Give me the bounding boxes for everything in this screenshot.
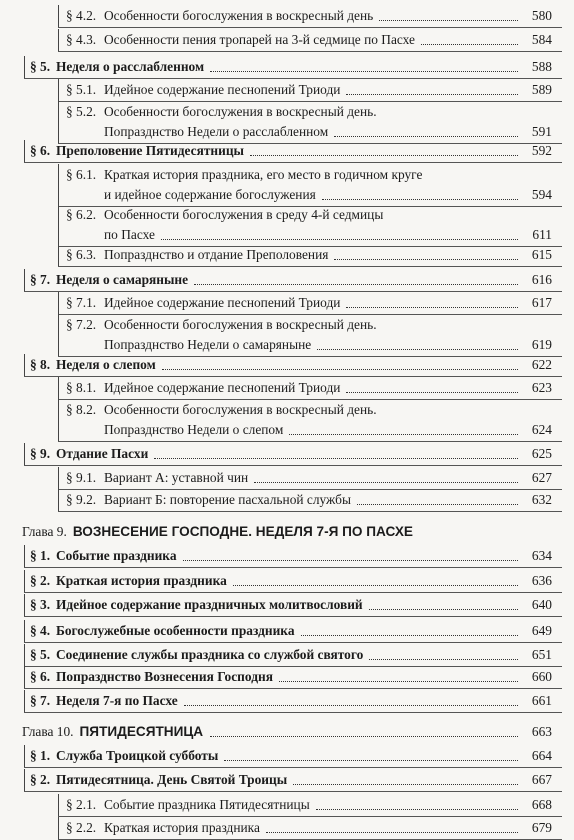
- toc-entry-page: 611: [532, 227, 552, 242]
- toc-entry-title: Особенности богослужения в воскресный день.: [104, 317, 377, 332]
- toc-entry-title: Служба Троицкой субботы: [56, 748, 219, 763]
- toc-entry-number: § 4.2.: [66, 8, 97, 23]
- leader-dots: [334, 135, 518, 137]
- toc-entry-page: 632: [531, 492, 552, 507]
- toc-entry-number: § 6.1.: [66, 167, 97, 182]
- toc-entry-number: § 6.: [30, 143, 51, 158]
- toc-entry-page: 636: [531, 573, 552, 588]
- entry-frame-bottom: [24, 78, 562, 79]
- toc-entry-page: 651: [531, 647, 552, 662]
- entry-frame-left: [58, 377, 59, 399]
- toc-entry-title: Идейное содержание песнопений Триоди: [104, 295, 341, 310]
- toc-entry-page: 679: [531, 820, 552, 835]
- toc-entry-page: 594: [531, 187, 552, 202]
- toc-entry-title: Неделя о слепом: [56, 357, 156, 372]
- toc-entry-title: Событие праздника Пятидесятницы: [104, 797, 310, 812]
- leader-dots: [250, 154, 518, 156]
- leader-dots: [334, 258, 518, 260]
- toc-entry-number: § 6.3.: [66, 247, 97, 262]
- leader-dots: [224, 759, 518, 761]
- entry-frame-left: [58, 244, 59, 266]
- entry-frame-bottom: [58, 266, 562, 267]
- entry-frame-left: [24, 644, 25, 666]
- entry-frame-bottom: [24, 791, 562, 792]
- toc-entry-page: 640: [531, 597, 552, 612]
- entry-frame-left: [24, 745, 25, 767]
- toc-entry-title: Неделя о расслабленном: [56, 59, 205, 74]
- toc-entry-page: 663: [531, 724, 552, 739]
- toc-entry-page: 616: [531, 272, 552, 287]
- entry-frame-left: [58, 79, 59, 101]
- entry-frame-bottom: [58, 441, 562, 442]
- entry-frame-left: [58, 292, 59, 314]
- entry-frame-left: [58, 29, 59, 51]
- toc-entry-number: § 7.: [30, 272, 51, 287]
- toc-entry-title: Особенности богослужения в среду 4-й седмицы: [104, 207, 384, 222]
- toc-entry-title: Краткая история праздника: [56, 573, 227, 588]
- toc-entry-title: и идейное содержание богослужения: [104, 187, 316, 202]
- leader-dots: [316, 808, 518, 810]
- leader-dots: [301, 634, 518, 636]
- toc-entry-number: § 2.1.: [66, 797, 97, 812]
- leader-dots: [154, 457, 518, 459]
- leader-dots: [379, 19, 518, 21]
- entry-frame-bottom: [58, 27, 562, 28]
- toc-entry-title: Отдание Пасхи: [56, 446, 149, 461]
- toc-entry-title: Краткая история праздника, его место в годичном круге: [104, 167, 423, 182]
- toc-entry-page: 592: [531, 143, 552, 158]
- toc-entry-page: 664: [531, 748, 552, 763]
- leader-dots: [346, 306, 518, 308]
- toc-entry-number: Глава 10.: [22, 724, 74, 739]
- leader-dots: [369, 608, 518, 610]
- entry-frame-left: [24, 545, 25, 567]
- toc-entry-page: 615: [531, 247, 552, 262]
- entry-frame-bottom: [24, 642, 562, 643]
- toc-entry-number: § 9.: [30, 446, 51, 461]
- toc-entry-page: 580: [531, 8, 552, 23]
- toc-entry-title: Идейное содержание песнопений Триоди: [104, 380, 341, 395]
- toc-entry-title: Неделя о самаряныне: [56, 272, 189, 287]
- entry-frame-bottom: [58, 816, 562, 817]
- toc-entry-page: 584: [531, 32, 552, 47]
- entry-frame-left: [58, 204, 59, 246]
- leader-dots: [161, 238, 518, 240]
- toc-entry-page: 625: [531, 446, 552, 461]
- entry-frame-left: [24, 443, 25, 465]
- toc-entry-number: Глава 9.: [22, 524, 67, 539]
- leader-dots: [194, 283, 518, 285]
- toc-entry-number: § 1.: [30, 748, 51, 763]
- toc-entry-title: Особенности богослужения в воскресный день.: [104, 402, 377, 417]
- toc-entry-number: § 9.2.: [66, 492, 97, 507]
- toc-entry-title: Вариант А: уставной чин: [104, 470, 249, 485]
- toc-entry-page: 667: [531, 772, 552, 787]
- toc-entry-number: § 7.1.: [66, 295, 97, 310]
- entry-frame-left: [58, 489, 59, 511]
- toc-entry-number: § 8.: [30, 357, 51, 372]
- toc-entry-page: 588: [531, 59, 552, 74]
- entry-frame-left: [24, 690, 25, 712]
- toc-entry-title: ПЯТИДЕСЯТНИЦА: [79, 724, 204, 739]
- toc-entry-title: ВОЗНЕСЕНИЕ ГОСПОДНЕ. НЕДЕЛЯ 7-Я ПО ПАСХЕ: [72, 524, 413, 539]
- toc-entry-title: Вариант Б: повторение пасхальной службы: [104, 492, 351, 507]
- toc-entry-page: 622: [531, 357, 552, 372]
- leader-dots: [346, 391, 518, 393]
- toc-entry-number: § 3.: [30, 597, 51, 612]
- entry-frame-left: [58, 399, 59, 441]
- toc-entry-number: § 4.3.: [66, 32, 97, 47]
- toc-entry-page: 624: [531, 422, 552, 437]
- leader-dots: [266, 831, 518, 833]
- entry-frame-bottom: [24, 712, 562, 713]
- toc-entry-title: Попразднство Вознесения Господня: [56, 669, 273, 684]
- toc-entry-page: 661: [531, 693, 552, 708]
- toc-entry-title: Попразднство и отдание Преполовения: [104, 247, 329, 262]
- entry-frame-bottom: [58, 51, 562, 52]
- entry-frame-left: [58, 101, 59, 143]
- toc-entry-title: по Пасхе: [104, 227, 155, 242]
- leader-dots: [421, 43, 518, 45]
- entry-frame-bottom: [24, 688, 562, 689]
- entry-frame-left: [24, 56, 25, 78]
- leader-dots: [183, 559, 518, 561]
- entry-frame-left: [58, 314, 59, 356]
- toc-entry-page: 623: [531, 380, 552, 395]
- leader-dots: [233, 584, 518, 586]
- toc-entry-title: Особенности богослужения в воскресный день.: [104, 104, 377, 119]
- toc-entry-number: § 9.1.: [66, 470, 97, 485]
- entry-frame-bottom: [24, 592, 562, 593]
- entry-frame-left: [58, 5, 59, 27]
- entry-frame-left: [24, 666, 25, 688]
- toc-entry-page: 634: [531, 548, 552, 563]
- toc-entry-page: 591: [531, 124, 552, 139]
- leader-dots: [317, 348, 518, 350]
- toc-entry-number: § 1.: [30, 548, 51, 563]
- entry-frame-bottom: [24, 291, 562, 292]
- leader-dots: [346, 93, 518, 95]
- toc-entry-title: Попразднство Недели о слепом: [104, 422, 284, 437]
- toc-entry-page: 589: [531, 82, 552, 97]
- toc-entry-number: § 7.: [30, 693, 51, 708]
- entry-frame-bottom: [24, 567, 562, 568]
- entry-frame-left: [24, 769, 25, 791]
- entry-frame-bottom: [58, 511, 562, 512]
- leader-dots: [254, 481, 518, 483]
- leader-dots: [369, 658, 518, 660]
- toc-entry-title: Пятидесятница. День Святой Троицы: [56, 772, 288, 787]
- leader-dots: [279, 680, 518, 682]
- entry-frame-left: [24, 140, 25, 162]
- toc-entry-title: Краткая история праздника: [104, 820, 260, 835]
- toc-entry-title: Событие праздника: [56, 548, 177, 563]
- entry-frame-bottom: [24, 465, 562, 466]
- toc-entry-number: § 4.: [30, 623, 51, 638]
- leader-dots: [357, 503, 518, 505]
- entry-frame-left: [58, 794, 59, 816]
- toc-entry-title: Неделя 7-я по Пасхе: [56, 693, 178, 708]
- entry-frame-left: [24, 354, 25, 376]
- toc-entry-number: § 7.2.: [66, 317, 97, 332]
- entry-frame-left: [24, 594, 25, 616]
- toc-entry-number: § 6.2.: [66, 207, 97, 222]
- entry-frame-left: [24, 620, 25, 642]
- toc-entry-number: § 2.: [30, 772, 51, 787]
- toc-entry-number: § 5.: [30, 647, 51, 662]
- entry-frame-left: [58, 467, 59, 489]
- toc-entry-page: 619: [531, 337, 552, 352]
- toc-entry-page: 627: [531, 470, 552, 485]
- toc-entry-number: § 5.2.: [66, 104, 97, 119]
- toc-entry-title: Идейное содержание праздничных молитвословий: [56, 597, 363, 612]
- toc-entry-title: Особенности пения тропарей на 3-й седмице по Пасхе: [104, 32, 415, 47]
- entry-frame-left: [24, 269, 25, 291]
- toc-entry-number: § 2.2.: [66, 820, 97, 835]
- toc-entry-number: § 8.1.: [66, 380, 97, 395]
- toc-entry-number: § 5.: [30, 59, 51, 74]
- leader-dots: [322, 198, 518, 200]
- entry-frame-left: [58, 817, 59, 839]
- leader-dots: [293, 783, 518, 785]
- toc-entry-page: 668: [531, 797, 552, 812]
- toc-entry-number: § 8.2.: [66, 402, 97, 417]
- toc-entry-title: Преполовение Пятидесятницы: [56, 143, 245, 158]
- leader-dots: [210, 70, 518, 72]
- entry-frame-left: [58, 164, 59, 206]
- entry-frame-bottom: [24, 616, 562, 617]
- leader-dots: [162, 368, 518, 370]
- toc-entry-page: 617: [531, 295, 552, 310]
- toc-entry-title: Попразднство Недели о самаряныне: [104, 337, 312, 352]
- toc-entry-title: Особенности богослужения в воскресный день: [104, 8, 374, 23]
- entry-frame-bottom: [24, 162, 562, 163]
- toc-entry-number: § 6.: [30, 669, 51, 684]
- leader-dots: [289, 433, 518, 435]
- toc-entry-title: Соединение службы праздника со службой святого: [56, 647, 364, 662]
- toc-entry-number: § 2.: [30, 573, 51, 588]
- toc-entry-title: Богослужебные особенности праздника: [56, 623, 295, 638]
- leader-dots: [210, 735, 518, 737]
- toc-entry-title: Попразднство Недели о расслабленном: [104, 124, 329, 139]
- toc-entry-title: Идейное содержание песнопений Триоди: [104, 82, 341, 97]
- entry-frame-bottom: [24, 376, 562, 377]
- toc-entry-page: 660: [531, 669, 552, 684]
- toc-entry-number: § 5.1.: [66, 82, 97, 97]
- entry-frame-left: [24, 570, 25, 592]
- toc-entry-page: 649: [531, 623, 552, 638]
- leader-dots: [184, 704, 518, 706]
- entry-frame-bottom: [24, 767, 562, 768]
